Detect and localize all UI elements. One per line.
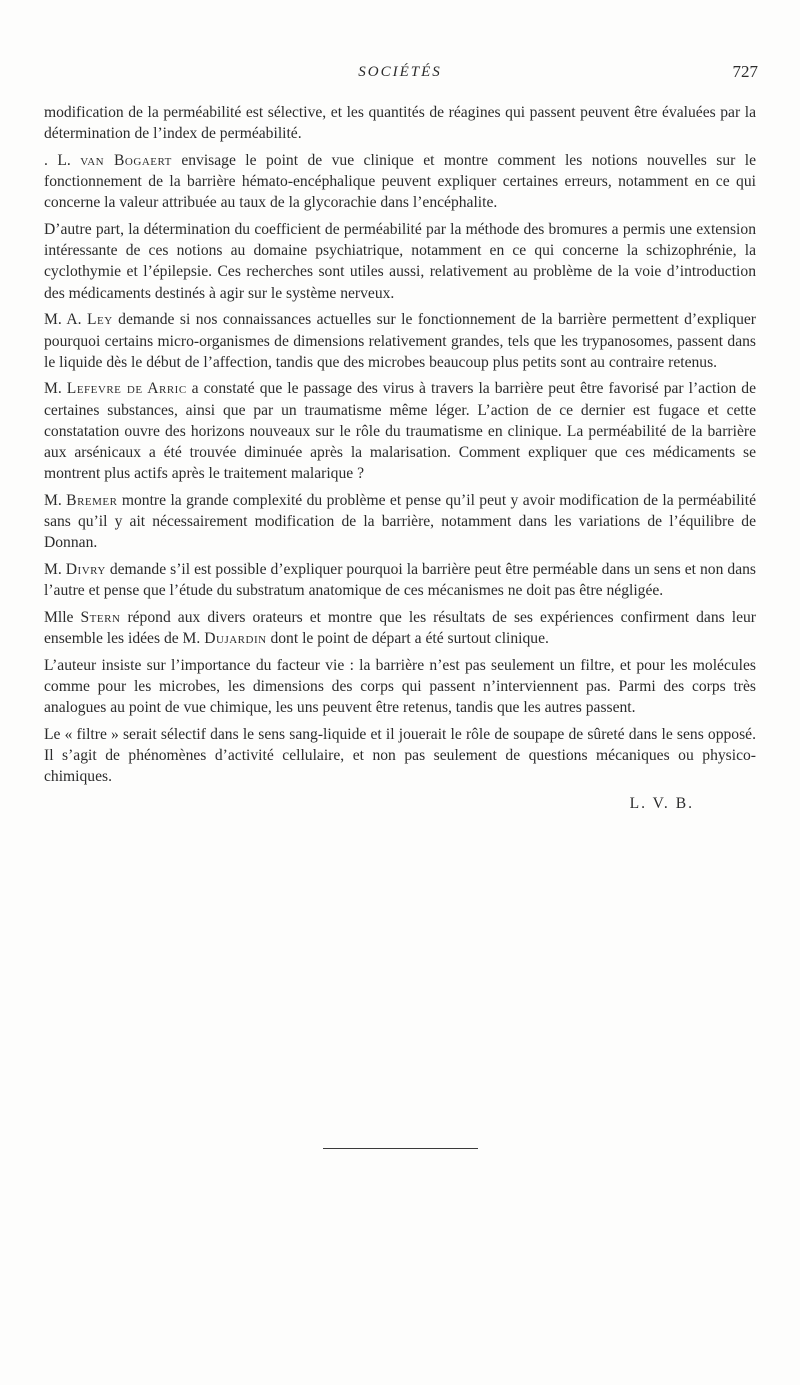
- speaker-name: Stern: [80, 608, 121, 626]
- paragraph-1: modification de la perméabilité est sélective, et les quantités de réagines qui passent peuvent être évaluées par la détermination de l’index de perméabilité.: [44, 104, 756, 143]
- speaker-name: van Bogaert: [80, 151, 172, 169]
- running-head: [0, 62, 800, 86]
- paragraph-10: Le « filtre » serait sélectif dans le sens sang-liquide et il jouerait le rôle de soupape de sûreté dans le sens opposé. Il s’agit de phénomènes d’activité cellulaire, et non pas seulement de questions mécaniques ou physico-chimiques.: [44, 725, 756, 786]
- speaker-name: Ley: [86, 311, 113, 329]
- speaker-name: Lefevre de Arric: [66, 380, 187, 398]
- paragraph-9: L’auteur insiste sur l’importance du facteur vie : la barrière n’est pas seulement un filtre, et pour les molécules comme pour les microbes, les dimensions des corps qui passent n’interviennent pas. Parmi des corps très analogues au point de vue chimique, les uns peuvent être retenus, tandis que les autres passent.: [44, 656, 756, 717]
- running-title: SOCIÉTÉS: [358, 64, 442, 80]
- speaker-name: Divry: [65, 561, 106, 579]
- paragraph-5: M. Lefevre de Arric a constaté que le passage des virus à travers la barrière peut être favorisé par l’action de certaines substances, ainsi que par un traumatisme même léger. L’action de ce dernier est fugace et cette constatation ouvre des horizons nouveaux sur le rôle du traumatisme en clinique. La perméabilité de la barrière aux arsénicaux a été trouvée diminuée après la malarisation. Comment expliquer que ces médicaments se montrent plus actifs après le traitement malarique ?: [44, 380, 756, 483]
- article-body: [44, 102, 756, 814]
- page-number: 727: [732, 62, 758, 81]
- paragraph-6: M. Bremer montre la grande complexité du problème et pense qu’il peut y avoir modification de la perméabilité sans qu’il y ait nécessairement modification de la barrière, notamment dans les variations de l’équilibre de Donnan.: [44, 491, 756, 552]
- cited-name: Dujardin: [204, 630, 267, 648]
- paragraph-2: . L. van Bogaert envisage le point de vue clinique et montre comment les notions nouvelles sur le fonctionnement de la barrière hémato-encéphalique peuvent expliquer certaines erreurs, notamment en ce qui concerne la valeur attribuée au taux de la glycorachie dans l’encéphalite.: [44, 151, 756, 212]
- speaker-name: Bremer: [66, 491, 118, 509]
- author-signature: L. V. B.: [629, 795, 694, 813]
- paragraph-3: D’autre part, la détermination du coefficient de perméabilité par la méthode des bromures a permis une extension intéressante de ces notions au domaine psychiatrique, notamment en ce qui concerne la schizophrénie, la cyclothymie et l’épilepsie. Ces recherches sont utiles aussi, relativement au problème de la voie d’introduction des médicaments destinés à agir sur le système nerveux.: [44, 221, 756, 302]
- paragraph-8: Mlle Stern répond aux divers orateurs et montre que les résultats de ses expériences confirment dans leur ensemble les idées de M. Dujardin dont le point de départ a été surtout clinique.: [44, 608, 756, 648]
- paragraph-4: M. A. Ley demande si nos connaissances actuelles sur le fonctionnement de la barrière permettent d’expliquer pourquoi certains micro-organismes de dimensions relativement grandes, tels que les trypanosomes, passent dans le liquide dès le début de l’affection, tandis que des microbes beaucoup plus petits sont au contraire retenus.: [44, 311, 756, 371]
- paragraph-7: M. Divry demande s’il est possible d’expliquer pourquoi la barrière peut être perméable dans un sens et non dans l’autre et pense que l’étude du substratum anatomique de ces mécanismes ne doit pas être négligée.: [44, 561, 756, 600]
- end-divider: [323, 1148, 478, 1149]
